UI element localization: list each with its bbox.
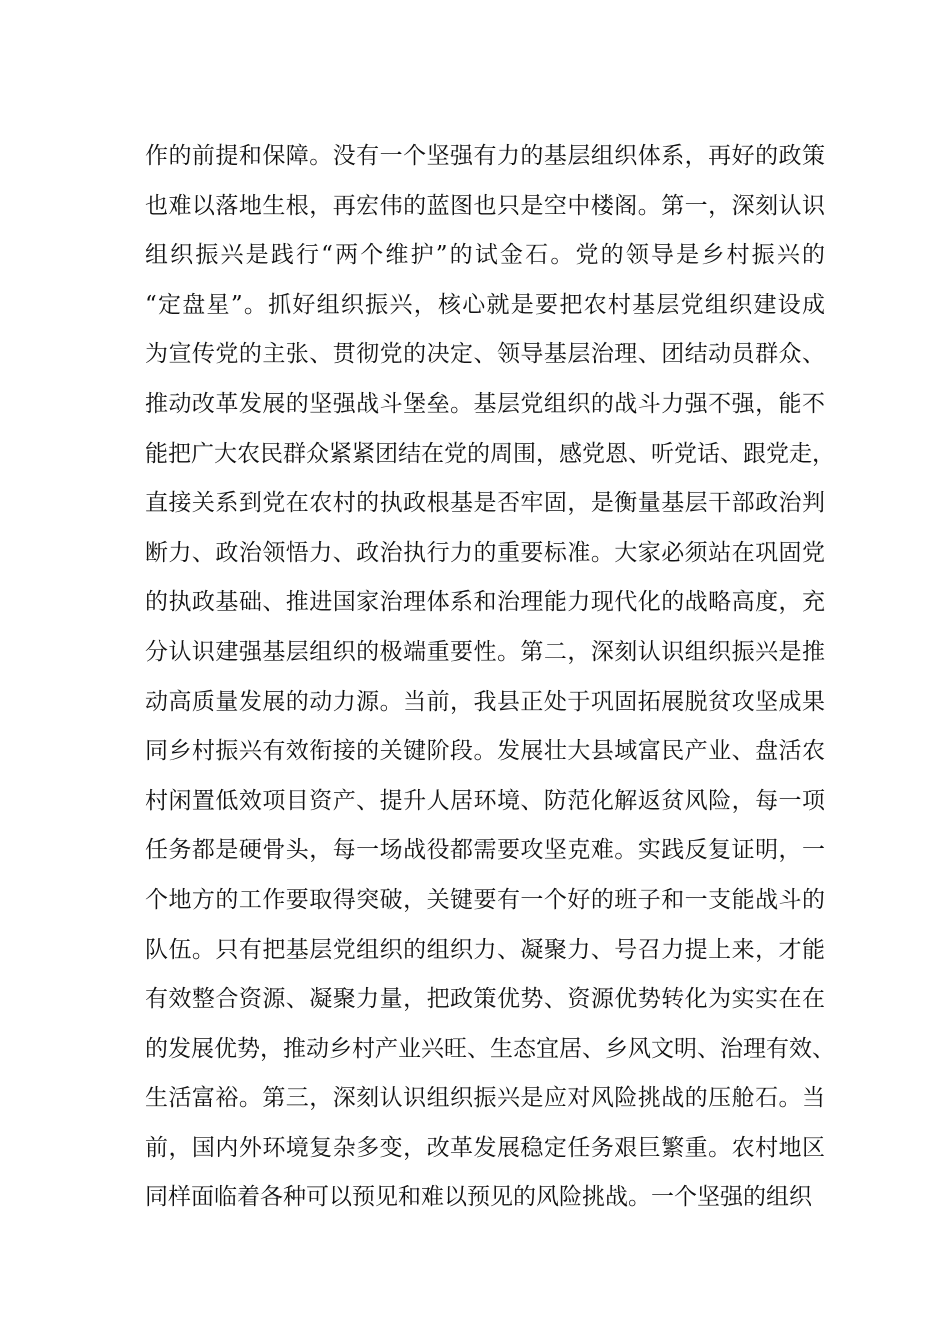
text-line: 生活富裕。第三，深刻认识组织振兴是应对风险挑战的压舱石。当 [145,1085,825,1112]
text-line: 动高质量发展的动力源。当前，我县正处于巩固拓展脱贫攻坚成果 [145,688,825,715]
text-line: 直接关系到党在农村的执政根基是否牢固，是衡量基层干部政治判 [145,490,825,517]
text-line: 任务都是硬骨头，每一场战役都需要攻坚克难。实践反复证明，一 [145,837,825,864]
text-line: 分认识建强基层组织的极端重要性。第二，深刻认识组织振兴是推 [145,638,825,665]
text-line: 前，国内外环境复杂多变，改革发展稳定任务艰巨繁重。农村地区 [145,1134,825,1161]
text-line: 组织振兴是践行“两个维护”的试金石。党的领导是乡村振兴的 [145,242,825,269]
text-line: 为宣传党的主张、贯彻党的决定、领导基层治理、团结动员群众、 [145,341,825,368]
text-line: 村闲置低效项目资产、提升人居环境、防范化解返贫风险，每一项 [145,787,825,814]
text-line: 推动改革发展的坚强战斗堡垒。基层党组织的战斗力强不强，能不 [145,390,825,417]
text-line: 有效整合资源、凝聚力量，把政策优势、资源优势转化为实实在在 [145,986,825,1013]
text-line: 同样面临着各种可以预见和难以预见的风险挑战。一个坚强的组织 [145,1184,812,1211]
text-line: 的执政基础、推进国家治理体系和治理能力现代化的战略高度，充 [145,589,825,616]
text-line: 的发展优势，推动乡村产业兴旺、生态宜居、乡风文明、治理有效、 [145,1035,835,1062]
text-line: 能把广大农民群众紧紧团结在党的周围，感党恩、听党话、跟党走， [145,440,835,467]
text-line: 个地方的工作要取得突破，关键要有一个好的班子和一支能战斗的 [145,886,825,913]
text-line: “定盘星”。抓好组织振兴，核心就是要把农村基层党组织建设成 [145,291,825,318]
text-line: 断力、政治领悟力、政治执行力的重要标准。大家必须站在巩固党 [145,539,825,566]
text-line: 队伍。只有把基层党组织的组织力、凝聚力、号召力提上来，才能 [145,936,825,963]
text-line: 也难以落地生根，再宏伟的蓝图也只是空中楼阁。第一，深刻认识 [145,192,825,219]
text-line: 作的前提和保障。没有一个坚强有力的基层组织体系，再好的政策 [145,143,825,169]
body-text [145,132,835,1223]
text-line: 同乡村振兴有效衔接的关键阶段。发展壮大县域富民产业、盘活农 [145,738,825,765]
